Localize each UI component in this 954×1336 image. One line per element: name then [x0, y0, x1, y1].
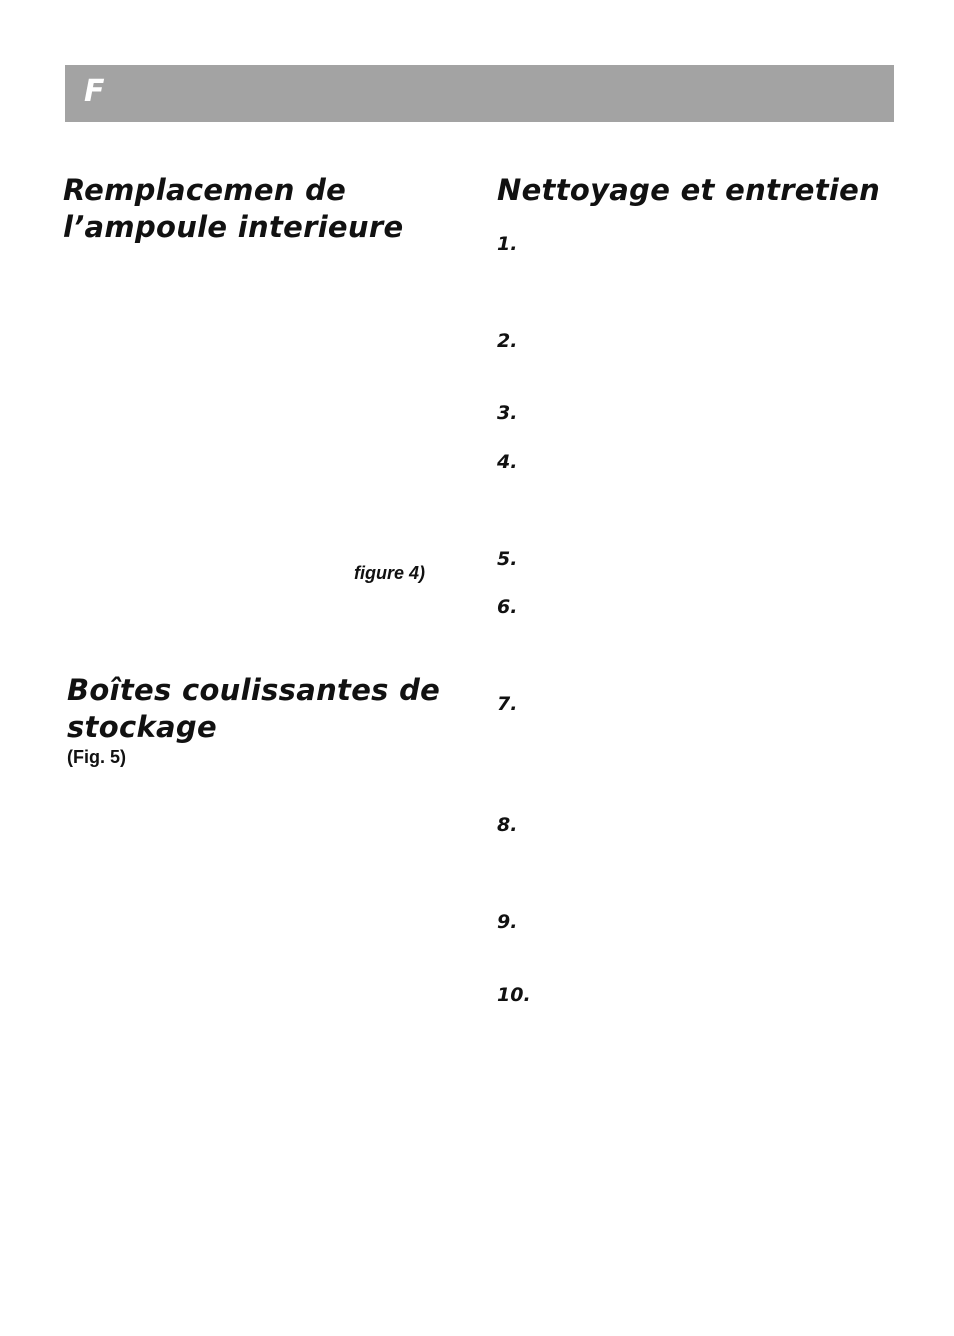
step-number: 9. [497, 911, 518, 933]
figure-reference: (Fig. 5) [67, 747, 126, 767]
language-header-bar [65, 65, 894, 122]
section-title-line: stockage [67, 710, 217, 744]
step-number: 8. [497, 814, 518, 836]
step-number: 6. [497, 596, 518, 618]
section-title-line: Remplacemen de [63, 173, 347, 207]
section-title-storage-boxes [67, 672, 440, 746]
figure-reference: figure 4) [354, 563, 426, 583]
step-number: 5. [497, 548, 518, 570]
section-title-line: l’ampoule interieure [63, 210, 404, 244]
section-title-bulb-replacement [63, 172, 403, 246]
step-number: 1. [497, 233, 518, 255]
language-code: F [84, 74, 105, 109]
step-number: 3. [497, 402, 518, 424]
step-number: 7. [497, 693, 518, 715]
section-title-cleaning: Nettoyage et entretien [497, 173, 881, 207]
section-title-line: Boîtes coulissantes de [67, 673, 441, 707]
step-number: 10. [497, 984, 531, 1006]
step-number: 2. [497, 330, 518, 352]
step-number: 4. [497, 451, 518, 473]
